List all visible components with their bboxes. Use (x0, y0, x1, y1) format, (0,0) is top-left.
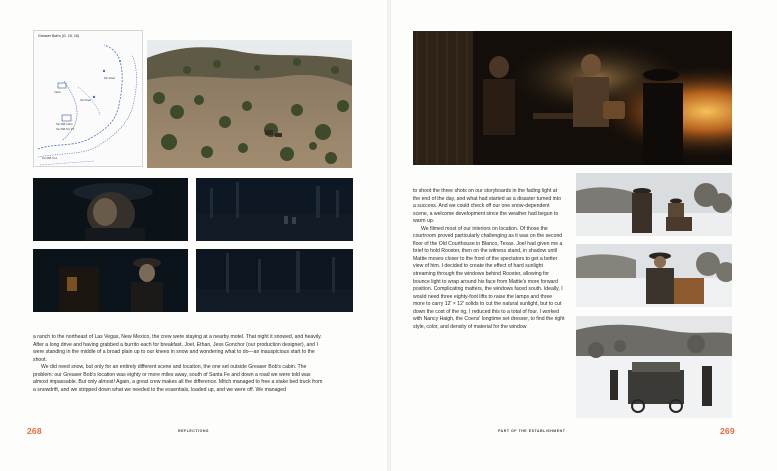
night-woods-photo (196, 178, 353, 241)
map-label-cabin-46b: Set 46B Cabin (56, 123, 73, 126)
book-gutter (387, 0, 391, 471)
map-title: Greaser Bob's (G. 15, 16) (38, 34, 80, 38)
wagon-snow-image (576, 316, 732, 418)
night-woods-image (196, 178, 353, 241)
cabin-exterior-night-photo (33, 249, 188, 312)
right-paragraph-2: We filmed most of our interiors on location. Of those the courtroom proved particularly challenging as it was on the second floor of the Old Courthouse in Blanco, Texas. Joel had given me a brief to hold Rooster, then on the witness stand, in shadow until Mattie moves closer to the front of the spectators to get a better view of him. I decided to create the effect of hard sunlight streaming through the windows behind Rooster, allowing for bounce light to wrap around his face from Mattie's more forward position. Complicating matters, the windows faced south. Ideally, I would need three eighty-foot lifts to raise the lamps and three more to carry 12' × 12' solids to cut the natural sunlight, but to cut down the cost of the rig, I reduced this to a total of four. I worked with Nancy Haigh, the Coens' longtime set dresser, to find the right style, color, and density of material for the window (413, 225, 565, 330)
map-label-set-road: Set Road (80, 99, 91, 102)
map-label-cabin: Cabin (54, 91, 61, 94)
cabin-interior-night-image (413, 31, 732, 165)
rooster-on-horse-snow-image (576, 244, 732, 307)
right-page-number: 269 (720, 426, 735, 436)
right-paragraph-1: to shoot the three shots on our storyboards in the fading light at the end of the day, and what had started as a disaster turned into a success. And we could check off our one snow-dependent scene, a welcome development since the weather had begun to warm up. (413, 188, 561, 225)
rooster-on-horse-snow-photo (576, 244, 732, 307)
landscape-photo (147, 40, 352, 168)
left-paragraph-1: a ranch to the northeast of Las Vegas, New Mexico, the crew were staying at a nearby motel. That night it snowed, and heavily. After a long drive and having grabbed a burrito each for breakfast, Joel, Ethan, Jess Gonchor (our production designer), and I were standing in the middle of a broad plain up to our knees in snow and wondering what to do—an inauspicious start to the shoot. (33, 334, 322, 363)
landscape-photo-image (147, 40, 352, 168)
map-label-tree: Set 46B Tree (42, 157, 58, 160)
left-running-head: REFLECTIONS (178, 429, 209, 433)
location-map (33, 30, 143, 167)
map-label-fire-pit: Set 46B Fire Pit (56, 128, 75, 131)
right-body-text (413, 188, 565, 331)
rooster-night-closeup-image (33, 178, 188, 241)
night-trees-image (196, 249, 353, 312)
snow-riders-image (576, 173, 732, 236)
wagon-snow-photo (576, 316, 732, 418)
left-paragraph-2: We did need snow, but only for an entirely different scene and location, the one set outside Greaser Bob's cabin. The problem: our Greaser Bob's location was eighty or more miles away, south of Santa Fe and down a road we were told was almost impassable. But only almost! Again, a great crew makes all the difference. Mitch managed to free a stake bed truck from a snowdrift, and we stripped down what we needed to the essentials, loaded up, and we were off. We managed (33, 364, 323, 393)
rooster-night-closeup-photo (33, 178, 188, 241)
left-page-number: 268 (27, 426, 42, 436)
snow-riders-photo (576, 173, 732, 236)
map-label-dirt-road: Dirt Road (104, 77, 115, 80)
left-body-text (33, 334, 325, 394)
night-trees-photo (196, 249, 353, 312)
cabin-interior-night-photo (413, 31, 732, 165)
cabin-exterior-night-image (33, 249, 188, 312)
right-running-head: PART OF THE ESTABLISHMENT (498, 429, 566, 433)
